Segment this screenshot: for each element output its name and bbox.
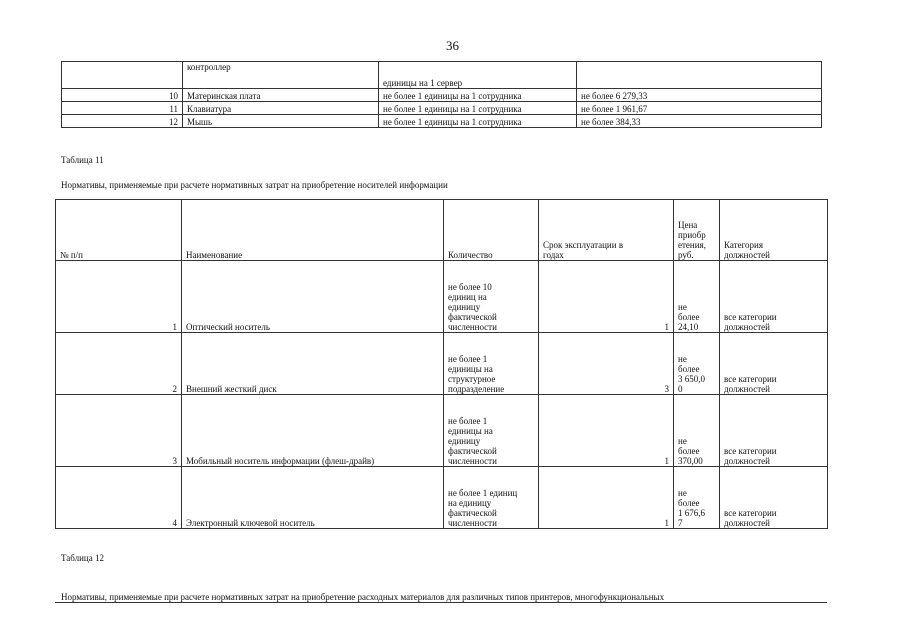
item-quantity: не более 1 единицы на структурное подразделение xyxy=(444,333,539,395)
item-quantity: не более 1 единицы на 1 сотрудника xyxy=(379,115,577,128)
row-number: 10 xyxy=(62,89,183,102)
header-name: Наименование xyxy=(182,200,444,261)
item-quantity: не более 1 единиц на единицу фактической численности xyxy=(444,467,539,529)
item-price: не более 370,00 xyxy=(674,395,720,467)
table-row xyxy=(56,395,828,467)
item-name: Клавиатура xyxy=(183,102,379,115)
item-quantity: не более 1 единицы на 1 сотрудника xyxy=(379,102,577,115)
item-term: 1 xyxy=(539,395,674,467)
item-price: не более 3 650,0 0 xyxy=(674,333,720,395)
item-price: не более 384,33 xyxy=(577,115,822,128)
table-row xyxy=(56,333,828,395)
header-quantity: Количество xyxy=(444,200,539,261)
item-name: Мышь xyxy=(183,115,379,128)
item-category: все категории должностей xyxy=(720,333,828,395)
item-name: контроллер xyxy=(183,62,379,89)
row-number: 4 xyxy=(56,467,182,529)
item-term: 1 xyxy=(539,261,674,333)
table-11-title: Нормативы, применяемые при расчете нормативных затрат на приобретение носителей информации xyxy=(61,180,448,190)
item-quantity: единицы на 1 сервер xyxy=(379,62,577,89)
item-name: Электронный ключевой носитель xyxy=(182,467,444,529)
row-number: 1 xyxy=(56,261,182,333)
table-11 xyxy=(55,199,828,529)
page-number: 36 xyxy=(446,38,459,53)
item-term: 3 xyxy=(539,333,674,395)
item-term: 1 xyxy=(539,467,674,529)
row-number: 11 xyxy=(62,102,183,115)
item-name: Мобильный носитель информации (флеш-драйв) xyxy=(182,395,444,467)
item-price: не более 1 961,67 xyxy=(577,102,822,115)
item-category: все категории должностей xyxy=(720,467,828,529)
row-number xyxy=(62,62,183,89)
item-price: не более 6 279,33 xyxy=(577,89,822,102)
item-price: не более 24,10 xyxy=(674,261,720,333)
item-name: Материнская плата xyxy=(183,89,379,102)
table-row xyxy=(62,89,822,102)
table-11-label: Таблица 11 xyxy=(61,155,104,165)
table-row xyxy=(56,467,828,529)
table-row xyxy=(56,261,828,333)
table-12-label: Таблица 12 xyxy=(61,553,104,563)
table-12-title: Нормативы, применяемые при расчете нормативных затрат на приобретение расходных материалов для различных типов принтеров, многофункциональных xyxy=(61,592,665,602)
item-quantity: не более 10 единиц на единицу фактической численности xyxy=(444,261,539,333)
item-name: Оптический носитель xyxy=(182,261,444,333)
header-category: Категория должностей xyxy=(720,200,828,261)
table-row xyxy=(62,102,822,115)
table-header-row xyxy=(56,200,828,261)
row-number: 2 xyxy=(56,333,182,395)
top-table xyxy=(61,61,822,128)
item-quantity: не более 1 единицы на 1 сотрудника xyxy=(379,89,577,102)
divider xyxy=(55,602,827,603)
item-category: все категории должностей xyxy=(720,395,828,467)
item-price: не более 1 676,6 7 xyxy=(674,467,720,529)
header-term: Срок эксплуатации в годах xyxy=(539,200,674,261)
header-price: Цена приобр етения, руб. xyxy=(674,200,720,261)
table-row xyxy=(62,115,822,128)
item-price xyxy=(577,62,822,89)
item-category: все категории должностей xyxy=(720,261,828,333)
header-num: № п/п xyxy=(56,200,182,261)
row-number: 3 xyxy=(56,395,182,467)
item-quantity: не более 1 единицы на единицу фактической численности xyxy=(444,395,539,467)
item-name: Внешний жесткий диск xyxy=(182,333,444,395)
table-row xyxy=(62,62,822,89)
row-number: 12 xyxy=(62,115,183,128)
